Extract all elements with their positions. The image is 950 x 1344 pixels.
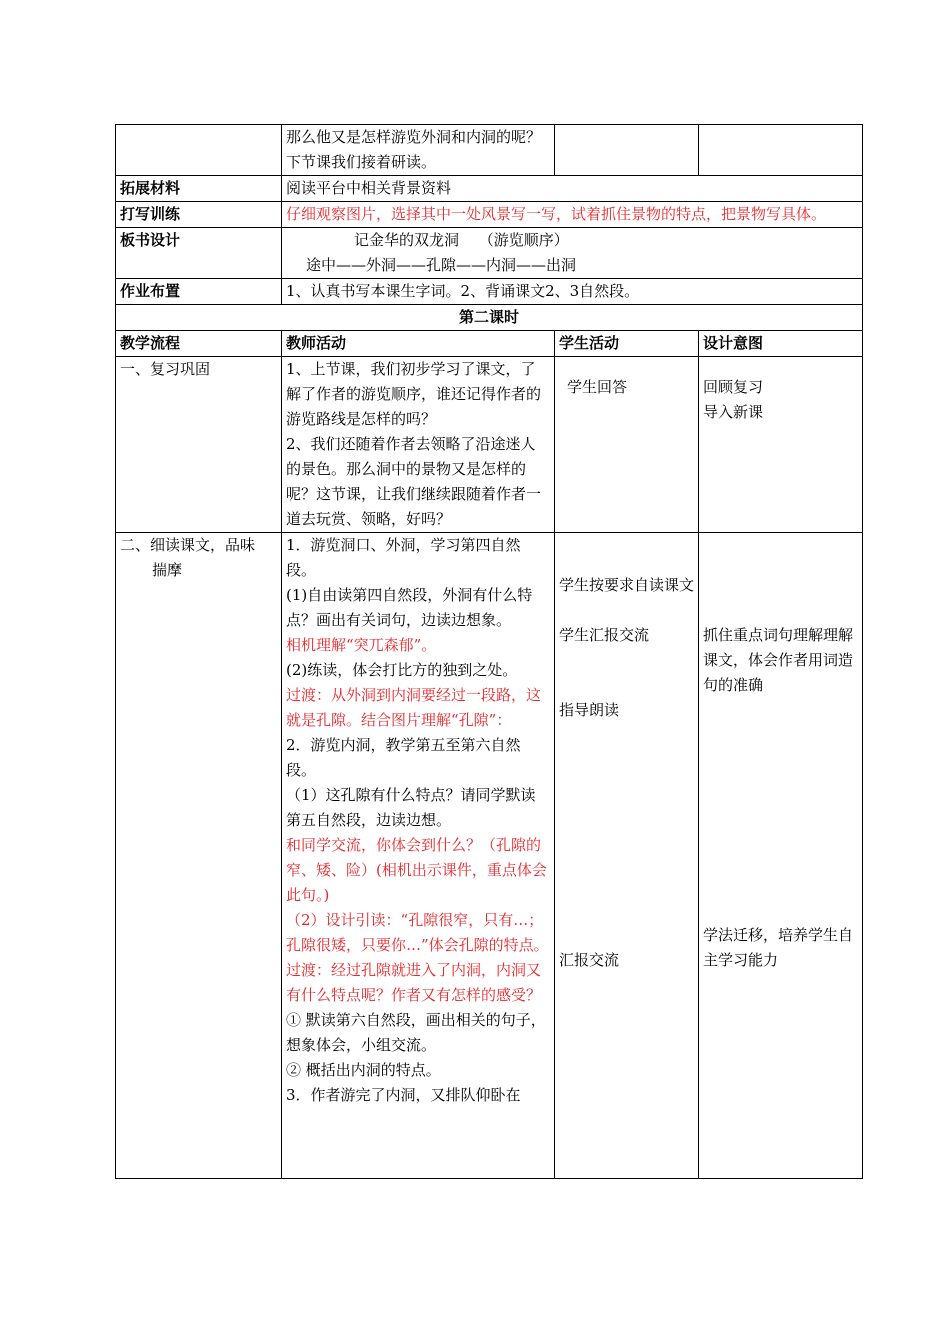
teacher-paragraph: 2、我们还随着作者去领略了沿途迷人的景色。那么洞中的景物又是怎样的呢？这节课，让我们继续跟随着作者一道去玩赏、领略，好吗？ — [286, 435, 542, 528]
board-line-2: 途中——外洞——孔隙——内洞——出洞 — [306, 256, 577, 274]
row-label: 拓展材料 — [116, 176, 282, 202]
teacher-paragraph: 3．作者游完了内洞，又排队仰卧在 — [286, 1086, 521, 1104]
table-row — [116, 202, 863, 228]
student-text: 指导朗读 — [559, 701, 620, 719]
teacher-paragraph: ② 概括出内洞的特点。 — [286, 1061, 441, 1079]
header-row — [116, 331, 863, 357]
teacher-paragraph: 2．游览内洞，教学第五至第六自然段。 — [286, 736, 521, 779]
table-row — [116, 176, 863, 202]
teacher-paragraph: （1）这孔隙有什么特点？请同学默读第五自然段，边读边想。 — [286, 786, 536, 829]
teacher-paragraph: (1)自由读第四自然段，外洞有什么特点？画出有关词句，边读边想象。 — [286, 586, 533, 629]
student-text: 学生按要求自读课文 — [559, 576, 695, 594]
col-header: 教师活动 — [282, 331, 555, 357]
row-label: 打写训练 — [116, 202, 282, 228]
student-text: 学生回答 — [567, 378, 628, 396]
intent-text: 抓住重点词句理解理解课文，体会作者用词造句的准确 — [703, 626, 854, 694]
cell-text: 仔细观察图片，选择其中一处风景写一写，试着抓住景物的特点，把景物写具体。 — [282, 202, 863, 228]
teacher-paragraph: 过渡：从外洞到内洞要经过一段路，这就是孔隙。结合图片理解“孔隙”： — [286, 686, 542, 729]
col-header: 设计意图 — [699, 331, 863, 357]
intent-text: 回顾复习 — [703, 378, 764, 396]
lesson-plan-table — [115, 124, 862, 1179]
student-cell — [555, 533, 699, 1179]
board-line-1: 记金华的双龙洞 （游览顺序） — [354, 231, 569, 249]
cell-text: 阅读平台中相关背景资料 — [282, 176, 863, 202]
cell-text: 1、认真书写本课生字词。2、背诵课文2、3自然段。 — [282, 279, 863, 305]
student-text: 学生汇报交流 — [559, 626, 650, 644]
section-title: 第二课时 — [116, 305, 863, 331]
teacher-paragraph: 1．游览洞口、外洞，学习第四自然段。 — [286, 536, 521, 579]
cell-text: 那么他又是怎样游览外洞和内洞的呢？下节课我们接着研读。 — [282, 125, 555, 176]
cell-empty — [699, 125, 863, 176]
cell-empty — [555, 125, 699, 176]
stage-cell — [116, 533, 282, 1179]
table-row — [116, 125, 863, 176]
col-header: 学生活动 — [555, 331, 699, 357]
teacher-paragraph: （2）设计引读：“孔隙很窄，只有…；孔隙很矮，只要你…”体会孔隙的特点。 — [286, 911, 549, 954]
section-title-row — [116, 305, 863, 331]
stage-line: 揣摩 — [152, 561, 183, 579]
table-row — [116, 228, 863, 279]
teacher-paragraph: 过渡：经过孔隙就进入了内洞，内洞又有什么特点呢？作者又有怎样的感受？ — [286, 961, 542, 1004]
intent-cell — [699, 357, 863, 533]
row-label: 作业布置 — [116, 279, 282, 305]
teacher-paragraph: ① 默读第六自然段，画出相关的句子，想象体会，小组交流。 — [286, 1011, 546, 1054]
row-label-empty — [116, 125, 282, 176]
teacher-paragraph: (2)练读，体会打比方的独到之处。 — [286, 661, 518, 679]
stage-line: 二、细读课文，品味 — [120, 536, 256, 554]
table-row — [116, 279, 863, 305]
teacher-paragraph: 和同学交流，你体会到什么？（孔隙的窄、矮、险）(相机出示课件，重点体会此句。) — [286, 836, 547, 904]
board-design-cell — [282, 228, 863, 279]
student-text: 汇报交流 — [559, 951, 620, 969]
row-label: 板书设计 — [116, 228, 282, 279]
student-cell — [555, 357, 699, 533]
teacher-cell — [282, 357, 555, 533]
intent-cell — [699, 533, 863, 1179]
teacher-cell — [282, 533, 555, 1179]
teacher-paragraph: 1、上节课，我们初步学习了课文，了解了作者的游览顺序，谁还记得作者的游览路线是怎样的吗？ — [286, 360, 542, 428]
table-row — [116, 533, 863, 1179]
teacher-paragraph: 相机理解“突兀森郁”。 — [286, 636, 437, 654]
intent-text: 导入新课 — [703, 403, 764, 421]
table-row — [116, 357, 863, 533]
stage-cell: 一、复习巩固 — [116, 357, 282, 533]
col-header: 教学流程 — [116, 331, 282, 357]
intent-text: 学法迁移，培养学生自主学习能力 — [703, 926, 854, 969]
